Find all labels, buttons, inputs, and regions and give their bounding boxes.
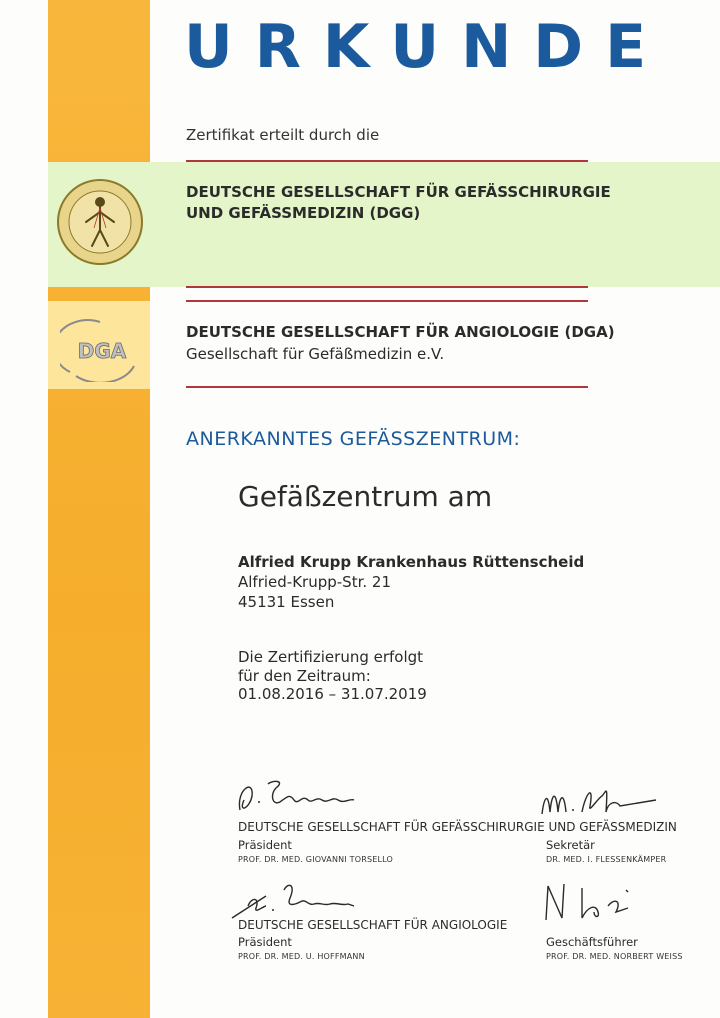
- dga-logo-icon: [60, 316, 144, 382]
- dgg-president-role: Präsident: [238, 838, 292, 852]
- center-name: Gefäßzentrum am: [238, 480, 493, 513]
- signature-hoffmann: [226, 876, 366, 922]
- divider: [186, 386, 588, 388]
- hospital-city: 45131 Essen: [238, 593, 335, 611]
- dga-subtitle: Gesellschaft für Gefäßmedizin e.V.: [186, 345, 445, 363]
- dgg-secretary-role: Sekretär: [546, 838, 595, 852]
- dgg-secretary-name: DR. MED. I. FLESSENKÄMPER: [546, 855, 667, 864]
- dga-signature-org: DEUTSCHE GESELLSCHAFT FÜR ANGIOLOGIE: [238, 918, 508, 932]
- hospital-street: Alfried-Krupp-Str. 21: [238, 573, 391, 591]
- dga-president-name: PROF. DR. MED. U. HOFFMANN: [238, 952, 365, 961]
- dgg-name-line1: DEUTSCHE GESELLSCHAFT FÜR GEFÄSSCHIRURGIE: [186, 183, 611, 201]
- divider: [186, 160, 588, 162]
- issued-by-text: Zertifikat erteilt durch die: [186, 126, 380, 144]
- dga-logo-text: DGA: [77, 339, 127, 363]
- signature-flessenkaemper: [536, 772, 666, 822]
- dga-name: DEUTSCHE GESELLSCHAFT FÜR ANGIOLOGIE (DGA): [186, 323, 615, 341]
- orange-stripe: [48, 0, 150, 1018]
- dgg-seal-icon: [56, 178, 144, 266]
- certification-line2: für den Zeitraum:: [238, 667, 371, 685]
- recognition-heading: ANERKANNTES GEFÄSSZENTRUM:: [186, 428, 521, 450]
- signature-weiss: [538, 878, 638, 924]
- dgg-president-name: PROF. DR. MED. GIOVANNI TORSELLO: [238, 855, 394, 864]
- dgg-band: [48, 162, 720, 287]
- divider: [186, 300, 588, 302]
- signature-torsello: [232, 770, 372, 820]
- certification-line1: Die Zertifizierung erfolgt: [238, 648, 424, 666]
- dgg-signature-org: DEUTSCHE GESELLSCHAFT FÜR GEFÄSSCHIRURGIE UND GEFÄSSMEDIZIN: [238, 820, 677, 834]
- dgg-name-line2: UND GEFÄSSMEDIZIN (DGG): [186, 204, 421, 222]
- divider: [186, 286, 588, 288]
- hospital-name: Alfried Krupp Krankenhaus Rüttenscheid: [238, 553, 585, 571]
- certification-period: 01.08.2016 – 31.07.2019: [238, 685, 427, 703]
- dga-manager-role: Geschäftsführer: [546, 935, 638, 949]
- dga-president-role: Präsident: [238, 935, 292, 949]
- certificate-title: URKUNDE: [184, 12, 669, 82]
- dga-manager-name: PROF. DR. MED. NORBERT WEISS: [546, 952, 683, 961]
